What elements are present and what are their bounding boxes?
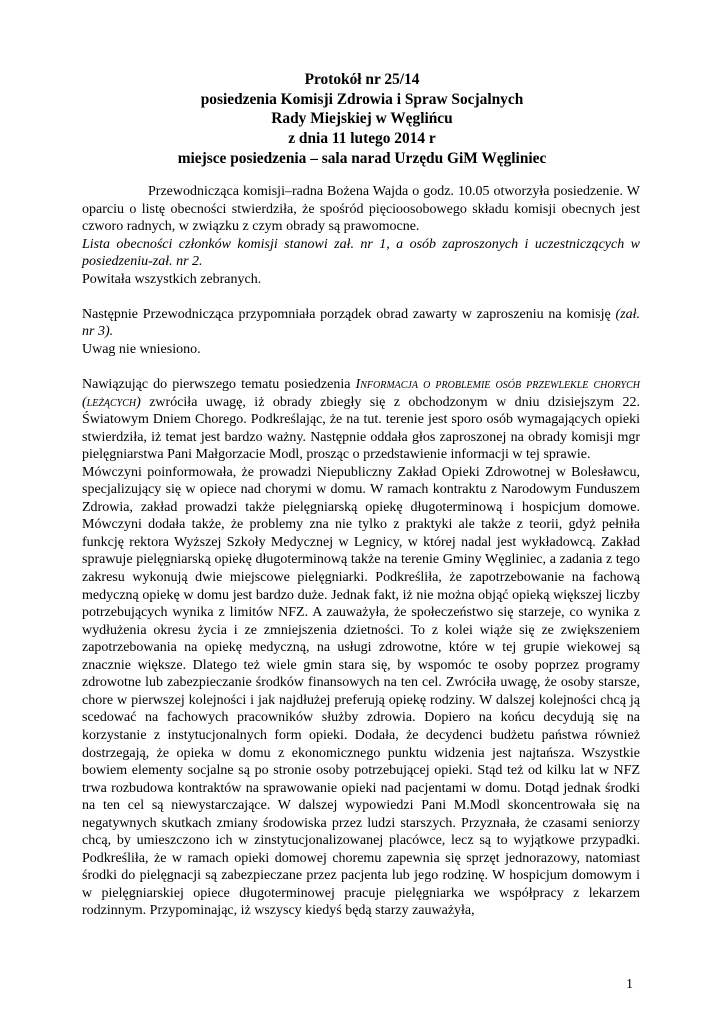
opening-paragraph: Przewodnicząca komisji–radna Bożena Wajda o godz. 10.05 otworzyła posiedzenie. W oparciu o listę obecności stwierdziła, że spośród pięcioosobowego składu komisji obecnych jest czworo radnych, w związku z czym obrady są prawomocne. [82,184,640,235]
no-remarks-paragraph: Uwag nie wniesiono. [82,341,201,357]
protocol-number: Protokół nr 25/14 [304,71,420,88]
attendance-note: Lista obecności członków komisji stanowi zał. nr 1, a osób zaproszonych i uczestniczących w posiedzeniu-zał. nr 2. [82,236,640,270]
greeting-paragraph: Powitała wszystkich zebranych. [82,271,262,287]
protocol-body [82,183,640,920]
protocol-header [82,70,642,169]
topic-intro: Nawiązując do pierwszego tematu posiedzenia [82,377,356,393]
topic-title: Informacja o problemie osób przewlekle chorych (leżących) [82,377,640,410]
speaker-paragraph: Mówczyni poinformowała, że prowadzi Niepubliczny Zakład Opieki Zdrowotnej w Bolesławcu, specjalizujący się w opiece nad chorymi w domu. W ramach kontraktu z Narodowym Funduszem Zdrowia, zakład prowadzi także pielęgniarską opiekę długoterminową i hospicjum domowe. Mówczyni dodała także, że problemy zna nie tylko z praktyki ale także z teorii, gdyż pełniła funkcję rektora Wyższej Szkoły Medycznej w Legnicy, w której nadal jest wykładowcą. Zakład sprawuje pielęgniarską opiekę długoterminową także na terenie Gminy Węgliniec, a zadania z tego zakresu wykonują dwie miejscowe pielęgniarki. Podkreśliła, że zapotrzebowanie na fachową medyczną opiekę w domu jest bardzo duże. Jednak fakt, iż nie można objąć opieką większej liczby potrzebujących wynika z limitów NFZ. A zauważyła, że społeczeństwo się starzeje, co wynika z wydłużenia okresu życia i ze zmniejszenia dzietności. To z kolei wiąże się ze zwiększeniem zapotrzebowania na opiekę medyczną, na usługi zdrowotne, które w tej grupie wiekowej są znacznie większe. Dlatego też wiele gmin stara się, by wspomóc te osoby poprzez programy zdrowotne lub zabezpieczanie środków finansowych na ten cel. Zwróciła uwagę, że osoby starsze, chore w pierwszej kolejności i jak najdłużej preferują opiekę rodziny. W dalszej kolejności chcą ją scedować na fachowych pracowników służby zdrowia. Dopiero na końcu decydują się na korzystanie z instytucjonalnych form opieki. Dodała, że decydenci budżetu państwa również dostrzegają, że opieka w domu z ekonomicznego punktu widzenia jest najtańsza. Wszystkie bowiem elementy socjalne są po stronie osoby potrzebującej opieki. Stąd też od kilku lat w NFZ trwa rozbudowa kontraktów na sprawowanie opieki nad pacjentami w domu. Dotąd jednak środki na ten cel są niewystarczające. W dalszej wypowiedzi Pani M.Modl skoncentrowała się na negatywnych skutkach zmiany środowiska przez ludzi starszych. Przyznała, że czasami seniorzy chcą, by umieszczono ich w zinstytucjonalizowanej placówce, lecz są to wyjątkowe przypadki. Podkreśliła, że w ramach opieki domowej choremu zapewnia się sprzęt jednorazowy, natomiast środki do pielęgnacji są zabezpieczane przez pacjenta lub jego rodzinę. W hospicjum domowym i w pielęgniarskiej opiece długoterminowej pracuje pielęgniarka we współpracy z lekarzem rodzinnym. Przypominając, iż wszyscy kiedyś będą starzy zauważyła, [82,464,640,919]
agenda-text: Następnie Przewodnicząca przypomniała porządek obrad zawarty w zaproszeniu na komisję [82,306,616,322]
meeting-place: miejsce posiedzenia – sala narad Urzędu GiM Węgliniec [177,149,547,167]
topic-paragraph [82,376,640,464]
topic-text: zwróciła uwagę, iż obrady zbiegły się z obchodzonym w dniu dzisiejszym 22. Światowym Dniem Chorego. Podkreślając, że na tut. terenie jest sporo osób wymagających opieki stwierdziła, iż temat jest bardzo ważny. Następnie oddała głos zaproszonej na obrady komisji mgr pielęgniarstwa Pani Małgorzacie Modl, prosząc o przedstawienie informacji w tej sprawie. [82,394,640,463]
committee-name: posiedzenia Komisji Zdrowia i Spraw Socjalnych [200,90,524,108]
meeting-date: z dnia 11 lutego 2014 r [288,130,436,148]
agenda-attachment-ref: (zał. nr 3). [82,306,640,340]
council-name: Rady Miejskiej w Węglińcu [271,110,453,128]
page-number: 1 [626,977,633,992]
agenda-paragraph [82,306,640,341]
